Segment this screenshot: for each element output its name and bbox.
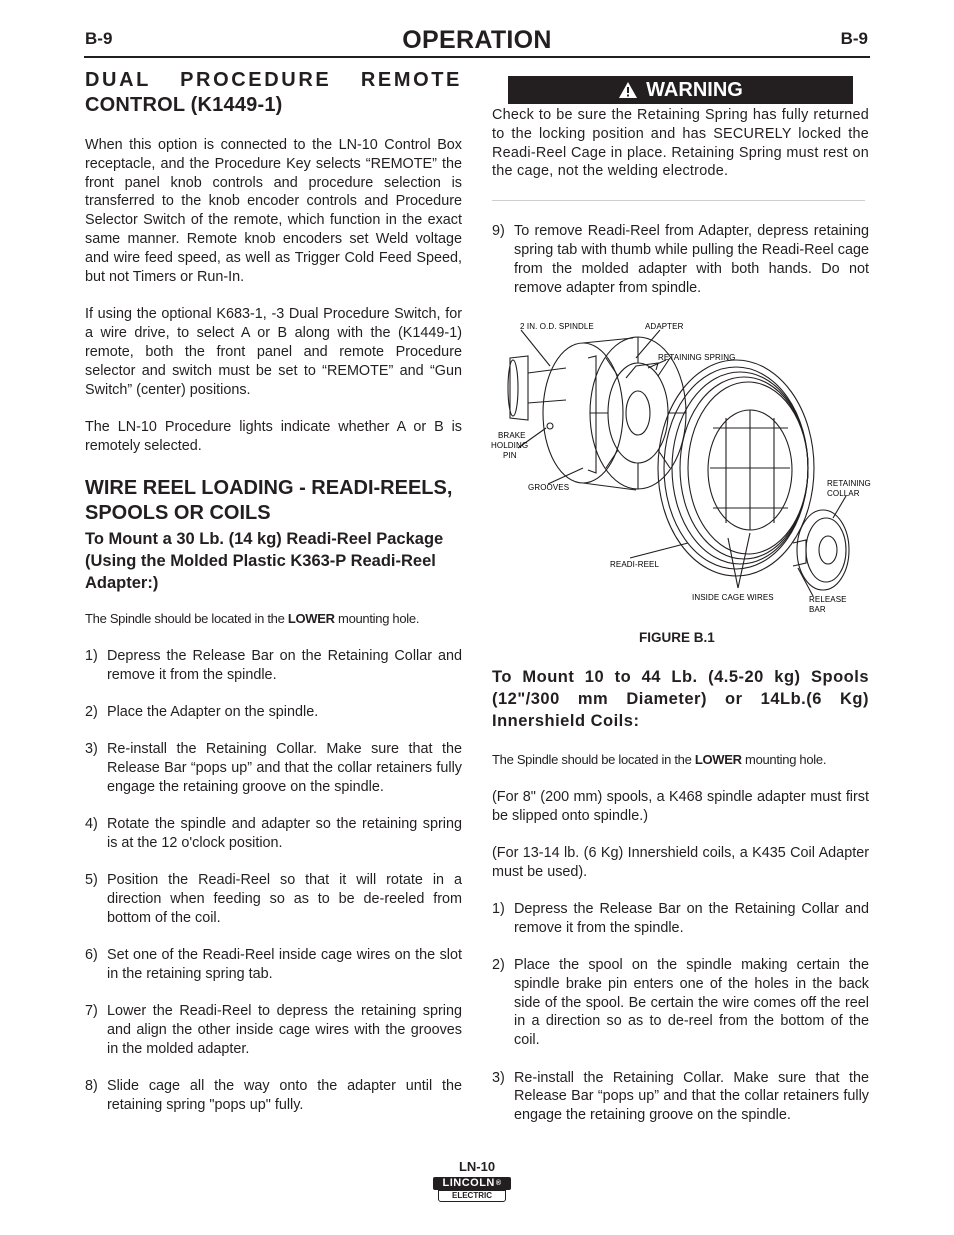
figure-label-collar-line2: COLLAR — [827, 489, 860, 498]
page-number-right: B-9 — [840, 29, 868, 48]
figure-label-brake-line3: PIN — [503, 451, 517, 460]
logo-bottom: ELECTRIC — [438, 1190, 506, 1202]
list-item-number: 2) — [85, 703, 98, 720]
right-column — [492, 76, 869, 297]
adapter-back-rim — [543, 343, 623, 483]
list-item-text: Position the Readi-Reel so that it will rotate in a direction when feeding so as to be de-reeled from bottom of the coil. — [107, 872, 462, 926]
paragraph-remote-option: When this option is connected to the LN-10 Control Box receptacle, and the Procedure Key selects “REMOTE” the front panel knob controls and procedure selection is transferred to the knob encoder controls and Procedure Selector Switch of the remote, which function in the exact same manner. Remote knob encoders set Weld voltage and wire feed speed, as well as Trigger Cold Feed Speed, but not Timers or Run-In. — [85, 137, 462, 285]
figure-label-release-line2: BAR — [809, 605, 826, 614]
list-item — [85, 1077, 462, 1115]
list-item — [85, 815, 462, 853]
subheading-readi-reel: To Mount a 30 Lb. (14 kg) Readi-Reel Package (Using the Molded Plastic K363-P Readi-Reel Adapter:) — [85, 529, 444, 592]
spindle-mount-plate — [510, 356, 528, 420]
spindle-shaft — [528, 368, 566, 403]
warning-triangle-icon — [618, 81, 638, 99]
figure-label-release-line1: RELEASE — [809, 595, 847, 604]
lincoln-electric-logo — [433, 1177, 511, 1202]
section-heading-wire-reel-loading: WIRE REEL LOADING - READI-REELS, SPOOLS OR COILS — [85, 476, 453, 524]
paragraph-procedure-lights: The LN-10 Procedure lights indicate whether A or B is remotely selected. — [85, 419, 462, 455]
paragraph-dual-procedure-switch: If using the optional K683-1, -3 Dual Procedure Switch, for a wire drive, to select A or B along with the (K1449-1) remote, both the front panel and remote Procedure selector and switch must be set to “REMOTE” and “Gun Switch” (center) positions. — [85, 306, 462, 398]
list-item — [85, 647, 462, 685]
list-item-number: 7) — [85, 1003, 98, 1020]
spool-steps — [492, 900, 869, 1125]
warning-text: Check to be sure the Retaining Spring has fully returned to the locking position and has SECURELY locked the Readi-Reel Cage in place. Retaining Spring must rest on the cage, not the welding electrode. — [492, 107, 869, 180]
figure-label-grooves: GROOVES — [528, 483, 570, 492]
logo-top — [433, 1177, 511, 1190]
spindle-note-right — [492, 751, 869, 770]
figure-label-spindle: 2 IN. O.D. SPINDLE — [520, 322, 594, 331]
spindle-note — [85, 610, 462, 629]
spindle-note-bold: LOWER — [694, 752, 742, 767]
retaining-collar-hole — [819, 536, 837, 564]
divider — [492, 200, 865, 201]
list-item-text: Slide cage all the way onto the adapter until the retaining spring "pops up" fully. — [107, 1078, 462, 1113]
spindle-note-tail: mounting hole. — [741, 752, 827, 767]
spindle-note-bold: LOWER — [287, 610, 335, 626]
spindle-note-tail: mounting hole. — [334, 610, 420, 626]
list-item-text: Depress the Release Bar on the Retaining Collar and remove it from the spindle. — [514, 900, 869, 936]
spindle-note-text: The Spindle should be located in the — [492, 752, 695, 767]
warning-label: WARNING — [646, 78, 743, 101]
footer-model: LN-10 — [458, 1159, 496, 1174]
list-item — [85, 1002, 462, 1058]
figure-label-adapter: ADAPTER — [645, 322, 684, 331]
list-item-text: Re-install the Retaining Collar. Make sure that the Release Bar “pops up” and that the collar retainers fully engage the retaining groove on the spindle. — [514, 1069, 869, 1124]
list-item-number: 4) — [85, 816, 98, 833]
list-item-number: 1) — [85, 647, 98, 664]
list-item-number: 2) — [492, 957, 505, 974]
logo-registered: ® — [495, 1180, 502, 1187]
list-item — [85, 703, 462, 722]
list-item-text: Set one of the Readi-Reel inside cage wires on the slot in the retaining spring tab. — [107, 947, 462, 982]
list-item — [85, 946, 462, 984]
list-item-text: Re-install the Retaining Collar. Make sure that the Release Bar “pops up” and that the collar retainers fully engage the retaining groove on the spindle. — [107, 741, 462, 795]
header-rule — [84, 56, 870, 58]
subheading-spools-coils: To Mount 10 to 44 Lb. (4.5-20 kg) Spools (12"/300 mm Diameter) or 14Lb.(6 Kg) Innershield Coils: — [492, 668, 869, 730]
paragraph-coil-adapter: (For 13-14 lb. (6 Kg) Innershield coils, a K435 Coil Adapter must be used). — [492, 845, 869, 881]
figure-caption: FIGURE B.1 — [639, 630, 715, 645]
list-item-number: 1) — [492, 900, 505, 917]
section-heading-dual-procedure-line2: CONTROL (K1449-1) — [85, 94, 283, 116]
list-item — [85, 740, 462, 796]
list-item-text: To remove Readi-Reel from Adapter, depress retaining spring tab with thumb while pulling the Readi-Reel cage from the molded adapter with both hands. Do not remove adapter from spindle. — [514, 223, 869, 296]
list-item-number: 3) — [85, 741, 98, 758]
paragraph-spindle-adapter: (For 8" (200 mm) spools, a K468 spindle adapter must first be slipped onto spindle.) — [492, 788, 869, 824]
list-item-number: 8) — [85, 1078, 98, 1094]
list-item — [492, 222, 869, 297]
logo-brand: LINCOLN — [442, 1177, 495, 1189]
release-bar — [793, 540, 806, 566]
spindle-note-text: The Spindle should be located in the — [85, 610, 288, 626]
readi-reel-steps — [85, 647, 462, 1115]
figure-label-brake-line1: BRAKE — [498, 431, 526, 440]
list-item-text: Rotate the spindle and adapter so the retaining spring is at the 12 o'clock position. — [107, 816, 462, 851]
section-heading-dual-procedure: DUAL PROCEDURE REMOTE — [85, 69, 462, 91]
figure-label-cage-wires: INSIDE CAGE WIRES — [692, 593, 774, 602]
list-item — [492, 1069, 869, 1125]
adapter-center-hole — [626, 391, 650, 435]
list-item-text: Depress the Release Bar on the Retaining Collar and remove it from the spindle. — [107, 647, 462, 683]
figure-label-retaining-spring: RETAINING SPRING — [658, 353, 736, 362]
list-item-number: 5) — [85, 872, 98, 889]
figure-label-collar-line1: RETAINING — [827, 479, 871, 488]
list-item-text: Place the Adapter on the spindle. — [107, 703, 319, 720]
list-item-text: Lower the Readi-Reel to depress the retaining spring and align the other inside cage wires with the grooves in the molded adapter. — [107, 1003, 462, 1057]
list-item-number: 3) — [492, 1069, 505, 1086]
figure-label-brake-line2: HOLDING — [491, 441, 529, 450]
page-title: OPERATION — [402, 26, 552, 54]
list-item — [492, 956, 869, 1050]
figure-b1-readi-reel-diagram — [488, 318, 878, 618]
list-item — [85, 871, 462, 927]
list-item — [492, 900, 869, 938]
left-column — [85, 68, 462, 1115]
page-number-left: B-9 — [85, 29, 113, 48]
list-item-number: 6) — [85, 947, 98, 964]
list-item-text: Place the spool on the spindle making certain the spindle brake pin enters one of the holes in the back side of the spool. Be certain the wire comes off the reel in a direction so as to de-reel from the bottom of the coil. — [514, 957, 869, 1049]
brake-holding-pin — [547, 423, 553, 429]
warning-banner — [508, 76, 853, 104]
right-column-lower — [492, 666, 869, 1125]
retaining-collar-outer — [797, 510, 849, 590]
list-item-number: 9) — [492, 223, 505, 240]
figure-label-readi-reel: READI-REEL — [610, 560, 660, 569]
